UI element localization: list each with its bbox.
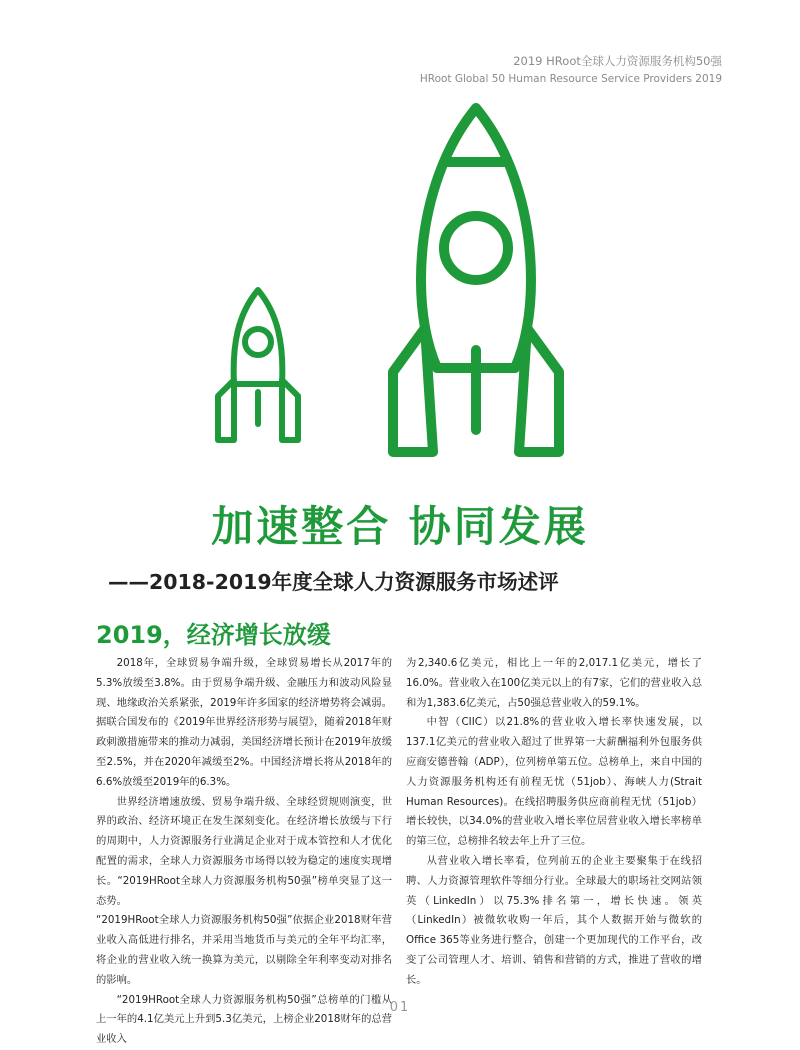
paragraph: 2018年，全球贸易争端升级，全球贸易增长从2017年的5.3%放缓至3.8%。由于贸易争端升级、金融压力和波动风险显现、地缘政治关系紧张，2019年许多国家的经济增势将会减弱。据联合国发布的《2019年世界经济形势与展望》，随着2018年财政刺激措施带来的推动力减弱，美国经济增长预计在2019年放缓至2.5%，并在2020年减缓至2%。中国经济增长将从2018年的6.6%放缓至2019年的6.3%。 bbox=[96, 657, 392, 788]
small-rocket-icon bbox=[212, 284, 304, 446]
left-text-column bbox=[96, 654, 392, 1050]
page-title: 加速整合 协同发展 bbox=[211, 502, 589, 551]
page-number: 01 bbox=[389, 1000, 411, 1015]
paragraph: 世界经济增速放缓、贸易争端升级、全球经贸规则演变，世界的政治、经济环境正在发生深刻变化。在经济增长放缓与下行的周期中，人力资源服务行业满足企业对于成本管控和人才优化配置的需求，全球人力资源服务市场得以较为稳定的速度实现增长。“2019HRoot全球人力资源服务机构50强”榜单突显了这一态势。 bbox=[96, 795, 392, 907]
running-header-english: HRoot Global 50 Human Resource Service Providers 2019 bbox=[419, 73, 722, 85]
page-subtitle: ——2018-2019年度全球人力资源服务市场述评 bbox=[108, 570, 559, 594]
running-header-chinese: 2019 HRoot全球人力资源服务机构50强 bbox=[513, 54, 722, 68]
paragraph: 中智（CIIC）以21.8%的营业收入增长率快速发展，以137.1亿美元的营业收入超过了世界第一大薪酬福利外包服务供应商安德普翰（ADP），位列榜单第五位。总榜单上，来自中国的人力资源服务机构还有前程无忧（51job）、海峡人力(Strait Human Resources)。在线招聘服务供应商前程无忧（51job）增长较快，以34.0%的营业收入增长率位居营业收入增长率榜单的第三位，总榜排名较去年上升了三位。 bbox=[406, 716, 702, 848]
paragraph: 从营业收入增长率看，位列前五的企业主要聚集于在线招聘、人力资源管理软件等细分行业。全球最大的职场社交网站领英（LinkedIn）以75.3%排名第一，增长快速。领英（LinkedIn）被微软收购一年后，其个人数据开始与微软的Office 365等业务进行整合，创建一个更加现代的工作平台，改变了公司管理人才、培训、销售和营销的方式，推进了营收的增长。 bbox=[406, 854, 702, 986]
large-rocket-icon bbox=[385, 100, 567, 462]
right-text-column bbox=[406, 654, 702, 991]
paragraph: “2019HRoot全球人力资源服务机构50强”依据企业2018财年营业收入高低进行排名，并采用当地货币与美元的全年平均汇率，将企业的营业收入统一换算为美元，以剔除全年利率变动对排名的影响。 bbox=[96, 914, 392, 986]
paragraph: “2019HRoot全球人力资源服务机构50强”总榜单的门槛从上一年的4.1亿美元上升到5.3亿美元，上榜企业2018财年的总营业收入 bbox=[96, 993, 392, 1046]
paragraph: 为2,340.6亿美元，相比上一年的2,017.1亿美元，增长了16.0%。营业收入在100亿美元以上的有7家，它们的营业收入总和为1,383.6亿美元，占50强总营业收入的59.1%。 bbox=[406, 657, 702, 709]
section-heading: 2019，经济增长放缓 bbox=[96, 621, 331, 649]
